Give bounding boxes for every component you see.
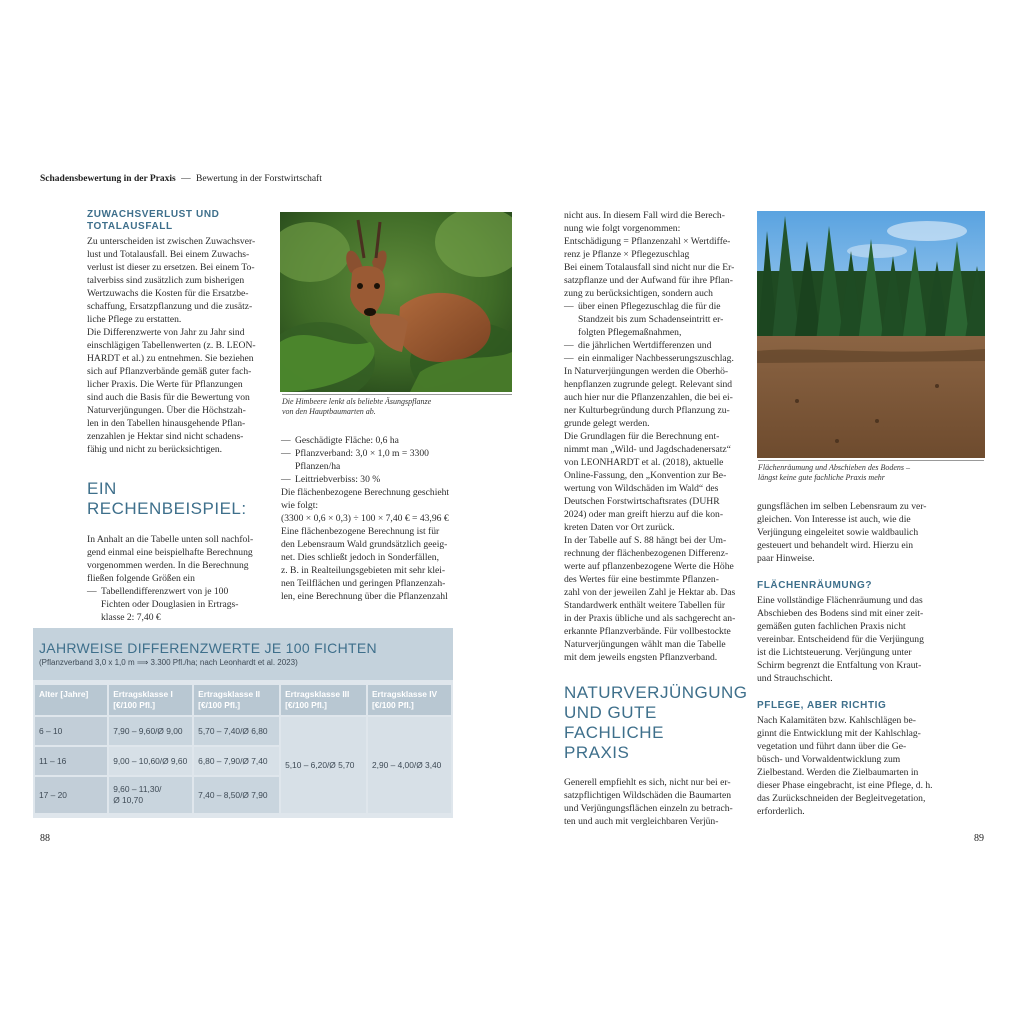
natur-paragraph [564,776,754,828]
text-line: zahl von der jeweilen Zahl je Hektar ab. Das [564,587,736,598]
text-line: gungsflächen im selben Lebensraum zu ver- [757,501,927,512]
text-line: Die flächenbezogene Berechnung geschieht [281,487,450,498]
text-line: Fichten oder Douglasien in Ertrags- [101,599,239,610]
left-col-2 [281,434,461,603]
text-line: nicht aus. In diesem Fall wird die Berech- [564,210,725,221]
text-line: dieser Phase eingebracht, ist eine Pflege, d. h. [757,780,933,791]
text-line: vorgenommen werden. In die Berechnung [87,560,249,571]
right-paragraph-b [564,365,754,664]
col-header-klasse-2: Ertragsklasse II [€/100 Pfl.] [194,685,279,715]
cell-k2: 7,40 – 8,50/Ø 7,90 [194,777,279,813]
text-line: rechnung der flächenbezogenen Differenz- [564,548,729,559]
heading-line: UND GUTE FACHLICHE [564,703,664,742]
caption-line: Die Himbeere lenkt als beliebte Äsungspflanze [282,397,432,406]
text-line: Pflanzen/ha [295,461,341,472]
cell-k1: 9,60 – 11,30/ Ø 10,70 [109,777,192,813]
forest-caption-rule [758,460,984,461]
deer-photo-caption [282,397,512,417]
text-line: fließen folgende Größen ein [87,573,195,584]
right-col2-paragraph [757,500,985,565]
col-header-klasse-3: Ertragsklasse III [€/100 Pfl.] [281,685,366,715]
text-line: nimmt man „Wild- und Jagdschadenersatz“ [564,444,731,455]
caption-rule [282,394,512,395]
cell-age: 11 – 16 [35,747,107,775]
text-line: klasse 2: 7,40 € [101,612,161,623]
list-item [281,447,461,473]
text-line: vereinbar. Entscheidend für die Verjüngung [757,634,924,645]
text-line: wertung von Wildschäden im Wald“ des [564,483,719,494]
table-box [33,628,453,818]
header-section: Schadensbewertung in der Praxis [40,174,176,184]
header-subsection: Bewertung in der Forstwirtschaft [196,174,322,184]
text-line: Die Grundlagen für die Berechnung ent- [564,431,720,442]
text-line: in der Praxis übliche und als sachgerecht an- [564,613,736,624]
text-line: schaffung, Ersatzpflanzung und die zusätz- [87,301,253,312]
text-line: Eine flächenbezogene Berechnung ist für [281,526,440,537]
dash: — [564,353,574,364]
text-line: zung zu berücksichtigen, sondern auch [564,288,713,299]
text-line: die jährlichen Wertdifferenzen und [578,340,712,351]
caption-line: längst keine gute fachliche Praxis mehr [758,473,885,482]
text-line: ist die Lichtsteuerung. Verjüngung unter [757,647,912,658]
text-line: Standzeit bis zum Schadenseintritt er- [578,314,724,325]
text-line: des Wertes für eine bestimmte Pflanzen- [564,574,719,585]
cell-k2: 5,70 – 7,40/Ø 6,80 [194,717,279,745]
cell-age: 17 – 20 [35,777,107,813]
text-line: fähig und nicht zu berücksichtigen. [87,444,223,455]
text-line: Tabellendifferenzwert von je 100 [101,586,229,597]
text-line: ten und auch mit vergleichbaren Verjün- [564,816,719,827]
heading-rechenbeispiel: EIN RECHENBEISPIEL: [87,479,247,518]
table-title: JAHRWEISE DIFFERENZWERTE JE 100 FICHTEN [39,640,377,656]
flaechen-paragraph [757,594,985,685]
text-line: Verjüngung eingeleitet sowie waldbaulich [757,527,919,538]
heading-zuwachsverlust: ZUWACHSVERLUST UND TOTALAUSFALL [87,209,220,232]
text-line: Leittriebverbiss: 30 % [295,474,381,485]
text-line: In Naturverjüngungen werden die Oberhö- [564,366,729,377]
right-col-2 [757,500,985,818]
dash: — [87,586,97,597]
text-line: büsch- und Vorwaldentwicklung zum [757,754,901,765]
cell-k3-merged: 5,10 – 6,20/Ø 5,70 [281,717,366,813]
text-line: Schirm begrenzt die Entfaltung von Kraut- [757,660,922,671]
zuwachs-paragraph [87,235,272,456]
text-line: Standardwerk enthält weitere Tabellen für [564,600,726,611]
text-line: sich auf Pflanzverbände gemäß guter fach- [87,366,252,377]
dash: — [281,474,291,485]
deer-photo [280,212,512,392]
text-line: satzpflanze und der Aufwand für ihre Pflan- [564,275,733,286]
text-line: mit dem jeweils engsten Pflanzverband. [564,652,718,663]
text-line: satzpflichtigen Wildschäden die Baumarten [564,790,732,801]
table-subtitle: (Pflanzverband 3,0 x 1,0 m ⟹ 3.300 Pfl./ha; nach Leonhardt et al. 2023) [39,658,298,667]
text-line: Bei einem Totalausfall sind nicht nur die Er- [564,262,735,273]
list-item [564,352,754,365]
text-line: Pflanzverband: 3,0 × 1,0 m = 3300 [295,448,429,459]
text-line: gleichen. Von Interesse ist auch, wie die [757,514,911,525]
text-line: und Verjüngungsflächen einzeln zu betrach- [564,803,733,814]
list-item [281,473,461,486]
text-line: und Strauchschicht. [757,673,833,684]
text-line: zenzahlen je Hektar sind nicht schadens- [87,431,244,442]
text-line: In der Tabelle auf S. 88 hängt bei der Um- [564,535,727,546]
heading-naturverjuengung [564,683,754,763]
text-line: ginnt die Entwicklung mit der Kahlschlag- [757,728,921,739]
text-line: Naturverjüngungen wählt man die Tabelle [564,639,726,650]
col-header-alter: Alter [Jahre] [35,685,107,715]
text-line: Naturverjüngungen. Über die Höchstzah- [87,405,246,416]
cell-age: 6 – 10 [35,717,107,745]
text-line: Generell empfiehlt es sich, nicht nur bei er- [564,777,731,788]
right-list [564,300,754,365]
text-line: kreten Daten vor Ort zurück. [564,522,675,533]
forest-photo [757,211,985,458]
text-line: (3300 × 0,6 × 0,3) ÷ 100 × 7,40 € = 43,96 € [281,513,449,524]
list-item-text [295,447,429,473]
text-line: liche Pflege zu erstatten. [87,314,182,325]
text-line: len in den Tabellen hinausgehende Pflan- [87,418,246,429]
text-line: gesteuert und behandelt wird. Hierzu ein [757,540,914,551]
left-col-1 [87,209,272,624]
text-line: 2024) oder man greift hierzu auf die kon- [564,509,724,520]
forest-photo-image [757,211,985,458]
calc-paragraph [281,486,461,603]
text-line: Entschädigung = Pflanzenzahl × Wertdiffe- [564,236,731,247]
list-item-text [295,434,399,447]
table-wrapper [33,683,453,815]
text-line: Die Differenzwerte von Jahr zu Jahr sind [87,327,245,338]
text-line: net. Dies schließt jedoch in Sonderfällen, [281,552,439,563]
right-paragraph-a [564,209,754,300]
page-number-right: 89 [974,833,984,844]
text-line: Abschieben des Bodens sind mit einer zeit- [757,608,924,619]
text-line: wie folgt: [281,500,319,511]
rechen-paragraph [87,533,272,585]
pflege-paragraph [757,714,985,818]
text-line: gemäßen guten fachlichen Praxis nicht [757,621,906,632]
list-item [564,339,754,352]
text-line: Deutschen Forstwirtschaftsrates (DUHR [564,496,720,507]
list-item-text [578,339,711,352]
text-line: Wertzuwachs die Kosten für die Ersatzbe- [87,288,249,299]
caption-line: Flächenräumung und Abschieben des Bodens – [758,463,911,472]
text-line: von LEONHARDT et al. (2018), aktuelle [564,457,724,468]
list-item-text [295,473,380,486]
col-header-klasse-1: Ertragsklasse I [€/100 Pfl.] [109,685,192,715]
caption-line: von den Hauptbaumarten ab. [282,407,376,416]
text-line: nung wie folgt vorgenommen: [564,223,681,234]
text-line: werte auf pflanzenbezogene Werte die Höhe [564,561,734,572]
forest-photo-caption [758,463,984,483]
differenzwerte-table [33,683,453,815]
text-line: HARDT et al.) zu entnehmen. Sie beziehen [87,353,254,364]
text-line: verlust ist dieser zu ersetzen. Bei einem To- [87,262,255,273]
table-row [35,717,451,745]
text-line: talverbiss sind zusätzlich zum bisherigen [87,275,245,286]
col-header-klasse-4: Ertragsklasse IV [€/100 Pfl.] [368,685,451,715]
text-line: einschlägigen Tabellenwerten (z. B. LEON- [87,340,256,351]
rechen-item-text [101,585,238,624]
cell-k4-merged: 2,90 – 4,00/Ø 3,40 [368,717,451,813]
text-line: auch hier nur die Pflanzenzahlen, die bei ei- [564,392,733,403]
text-line: über einen Pflegezuschlag die für die [578,301,721,312]
heading-flaechenraeumung: FLÄCHENRÄUMUNG? [757,580,873,591]
list-item-text [578,352,734,365]
page-number-left: 88 [40,833,50,844]
dash: — [281,435,291,446]
text-line: ner Kulturbegründung durch Pflanzung zu- [564,405,730,416]
text-line: grunde gelegt werden. [564,418,650,429]
heading-line: NATURVERJÜNGUNG [564,683,748,702]
text-line: sind auch die Basis für die Bewertung von [87,392,250,403]
text-line: vegetation und führt dann über die Ge- [757,741,907,752]
dash: — [564,301,574,312]
text-line: ein einmaliger Nachbesserungszuschlag. [578,353,734,364]
text-line: lust und Totalausfall. Bei einem Zuwachs- [87,249,250,260]
rechen-list-item [87,585,272,624]
list-item [281,434,461,447]
text-line: Geschädigte Fläche: 0,6 ha [295,435,399,446]
text-line: erkannte Pflanzverbände. Für vollbestockte [564,626,731,637]
list-item-text [578,300,723,339]
text-line: das Zurückschneiden der Begleitvegetation, [757,793,926,804]
text-line: Nach Kalamitäten bzw. Kahlschlägen be- [757,715,916,726]
deer-photo-image [280,212,512,392]
text-line: gend einmal eine beispielhafte Berechnung [87,547,253,558]
text-line: Zu unterscheiden ist zwischen Zuwachsver- [87,236,256,247]
cell-k1: 7,90 – 9,60/Ø 9,00 [109,717,192,745]
right-page [512,0,1024,1024]
list-item [564,300,754,339]
header-separator: — [181,174,191,184]
dash: — [281,448,291,459]
text-line: nen Teilflächen und geringen Pflanzenzah- [281,578,446,589]
cell-k1: 9,00 – 10,60/Ø 9,60 [109,747,192,775]
heading-line: PRAXIS [564,743,630,762]
text-line: In Anhalt an die Tabelle unten soll nachfol- [87,534,254,545]
text-line: den Lebensraum Wald grundsätzlich geeig- [281,539,448,550]
text-line: licher Praxis. Die Werte für Pflanzungen [87,379,243,390]
text-line: Zielbestand. Werden die Zielbaumarten in [757,767,919,778]
text-line: Online-Fassung, den „Konvention zur Be- [564,470,727,481]
text-line: folgten Pflegemaßnahmen, [578,327,682,338]
text-line: len, eine Berechnung über die Pflanzenzahl [281,591,448,602]
text-line: henpflanzen zugrunde gelegt. Relevant sind [564,379,733,390]
text-line: erforderlich. [757,806,805,817]
right-col-1 [564,209,754,828]
dash: — [564,340,574,351]
text-line: Eine vollständige Flächenräumung und das [757,595,923,606]
heading-pflege: PFLEGE, ABER RICHTIG [757,700,887,711]
cell-k2: 6,80 – 7,90/Ø 7,40 [194,747,279,775]
table-header-row [35,685,451,715]
text-line: renz je Pflanze × Pflegezuschlag [564,249,690,260]
calc-list [281,434,461,486]
text-line: z. B. in Realteilungsgebieten mit sehr klei- [281,565,446,576]
text-line: paar Hinweise. [757,553,815,564]
